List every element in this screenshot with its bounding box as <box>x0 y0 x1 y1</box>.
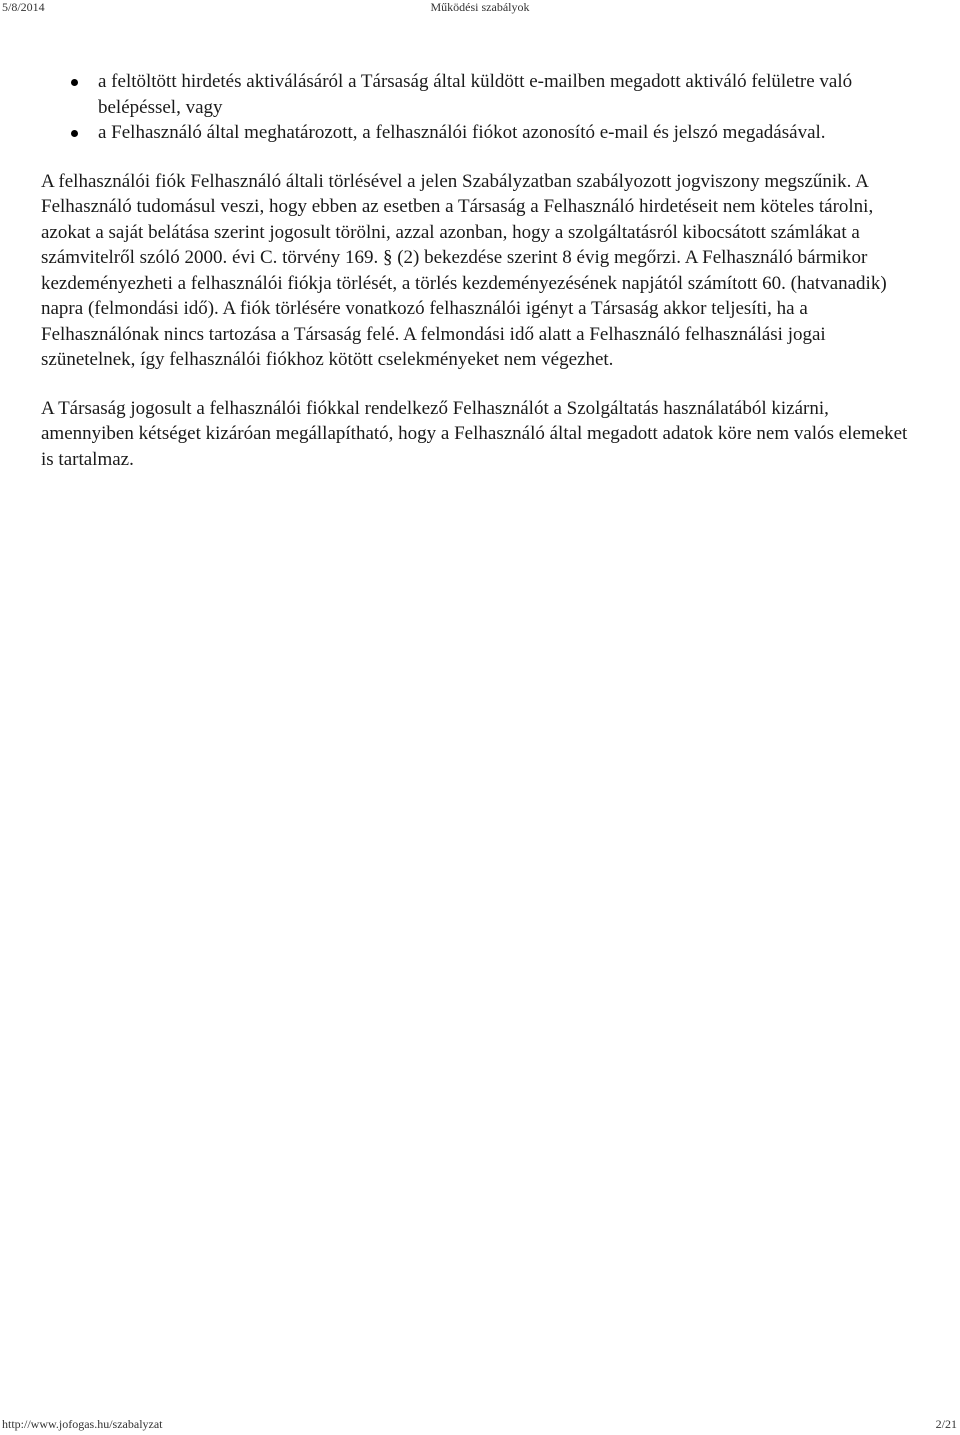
print-date: 5/8/2014 <box>2 0 45 14</box>
list-item-text: a Felhasználó által meghatározott, a felhasználói fiókot azonosító e-mail és jelszó megadásával. <box>98 122 826 143</box>
bullet-list <box>41 69 921 146</box>
paragraph-exclusion: A Társaság jogosult a felhasználói fiókkal rendelkező Felhasználót a Szolgáltatás használatából kizárni, amennyiben kétséget kizáróan megállapítható, hogy a Felhasználó által megadott adatok köre nem valós elemeket is tartalmaz. <box>41 397 908 470</box>
list-item <box>98 120 921 146</box>
page-number: 2/21 <box>935 1417 957 1431</box>
bullet-icon <box>71 79 78 86</box>
list-item <box>98 69 921 120</box>
page-title: Működési szabályok <box>430 0 530 14</box>
bullet-icon <box>71 130 78 137</box>
paragraph-account-deletion: A felhasználói fiók Felhasználó általi törlésével a jelen Szabályzatban szabályozott jogviszony megszűnik. A Felhasználó tudomásul veszi, hogy ebben az esetben a Társaság a Felhasználó hirdetéseit nem köteles tárolni, azokat a saját belátása szerint jogosult törölni, azzal azonban, hogy a szolgáltatásról kibocsátott számlákat a számvitelről szóló 2000. évi C. törvény 169. § (2) bekezdése szerint 8 évig megőrzi. A Felhasználó bármikor kezdeményezheti a felhasználói fiókja törlését, a törlés kezdeményezésének napjától számított 60. (hatvanadik) napra (felmondási idő). A fiók törlésére vonatkozó felhasználói igényt a Társaság akkor teljesíti, ha a Felhasználónak nincs tartozása a Társaság felé. A felmondási idő alatt a Felhasználó felhasználási jogai szünetelnek, így felhasználói fiókhoz kötött cselekményeket nem végezhet. <box>41 170 887 370</box>
print-header <box>0 0 960 14</box>
document-body <box>41 69 921 472</box>
list-item-text: a feltöltött hirdetés aktiválásáról a Társaság által küldött e-mailben megadott aktiváló felületre való belépéssel, vagy <box>98 71 853 118</box>
print-footer <box>0 1417 960 1431</box>
source-url: http://www.jofogas.hu/szabalyzat <box>2 1417 163 1431</box>
